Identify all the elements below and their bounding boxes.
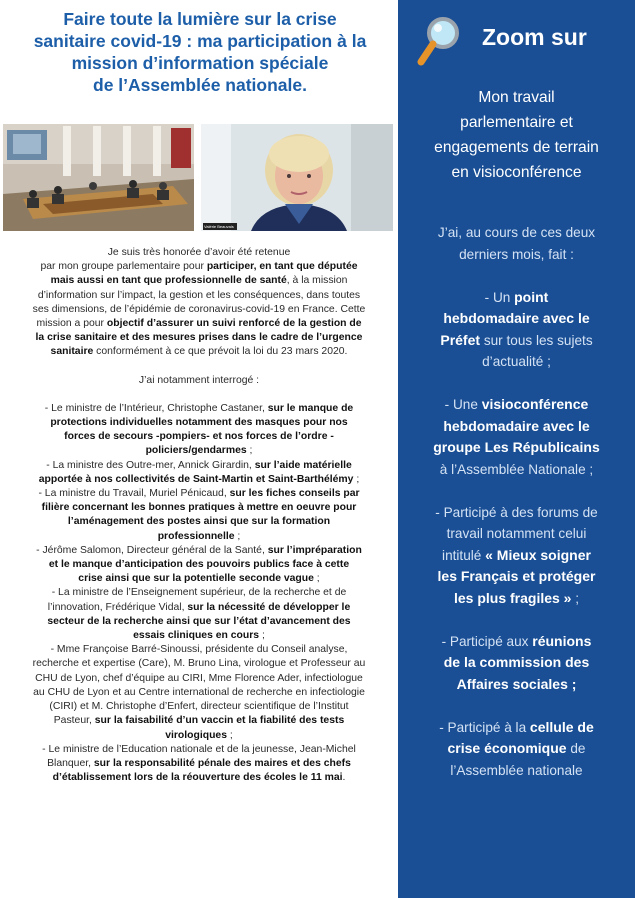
sidebar-title: Zoom sur xyxy=(482,24,587,50)
list-item: l’innovation, Frédérique Vidal, sur la nécessité de développer le xyxy=(47,601,351,613)
sidebar-item: - Un point xyxy=(484,288,549,305)
intro-line: Je suis très honorée d’avoir été retenue xyxy=(107,247,291,258)
sidebar-item: les plus fragiles » ; xyxy=(453,589,580,606)
list-item: - Jérôme Salomon, Directeur général de la Santé, sur l’impréparation xyxy=(36,544,362,556)
list-item: Pasteur, sur la faisabilité d’un vaccin et la fiabilité des tests xyxy=(53,715,345,727)
sidebar-item: travail notamment celui xyxy=(446,526,587,541)
list-item: - La ministre des Outre-mer, Annick Girardin, sur l’aide matérielle xyxy=(46,459,352,471)
list-item: apportée à nos collectivités de Saint-Martin et Saint-Barthélémy ; xyxy=(38,473,360,485)
zoom-sidebar xyxy=(398,0,635,898)
sidebar-item: les Français et protéger xyxy=(437,568,596,584)
sidebar-item: hebdomadaire avec le xyxy=(443,417,590,434)
list-item: protections individuelles notamment des masques pour nos xyxy=(50,417,348,429)
sidebar-item: d’actualité ; xyxy=(482,354,551,369)
subtitle-line: Mon travail xyxy=(478,89,555,106)
title-line: Faire toute la lumière sur la crise xyxy=(63,9,337,29)
list-item: - Le ministre de l’Education nationale et de la jeunesse, Jean-Michel xyxy=(42,743,356,755)
sidebar-item: Préfet sur tous les sujets xyxy=(440,331,593,348)
questioned-heading: J’ai notamment interrogé : xyxy=(138,374,260,386)
list-item: Blanquer, sur la responsabilité pénale des maires et des chefs xyxy=(47,757,351,769)
sidebar-item: hebdomadaire avec le xyxy=(443,310,590,326)
subtitle-line: en visioconférence xyxy=(451,164,582,181)
sidebar-item: - Participé aux réunions xyxy=(441,632,592,649)
sidebar-item: l’Assemblée nationale xyxy=(450,762,583,778)
sidebar-item: groupe Les Républicains xyxy=(433,439,600,455)
list-item: d’établissement lors de la réouverture des écoles le 11 mai. xyxy=(52,772,346,784)
sidebar-item: à l’Assemblée Nationale ; xyxy=(439,461,594,477)
title-line: mission d’information spéciale xyxy=(71,53,329,73)
sidebar-item: - Une visioconférence xyxy=(444,396,589,412)
sidebar-intro-line: J’ai, au cours de ces deux xyxy=(437,225,596,240)
list-item: policiers/gendarmes ; xyxy=(145,445,253,457)
sidebar-item: Affaires sociales ; xyxy=(456,675,577,692)
intro-line: la crise sanitaire et des mesures prises dans le cadre de l’urgence xyxy=(35,332,363,344)
magnifier-icon xyxy=(416,16,462,68)
list-item: - Mme Françoise Barré-Sinoussi, présidente du Conseil analyse, xyxy=(50,644,348,656)
video-caption: Valérie Beauvais xyxy=(204,224,234,229)
title-line: de l’Assemblée nationale. xyxy=(93,75,307,95)
list-item: - La ministre de l’Enseignement supérieur, de la recherche et de xyxy=(51,587,347,599)
hearing-photo-illustration xyxy=(3,124,194,231)
videoconference-photo-illustration xyxy=(201,124,393,231)
sidebar-item: - Participé à des forums de xyxy=(435,504,598,520)
sidebar-item: crise économique de xyxy=(447,740,586,756)
list-item: - La ministre du Travail, Muriel Pénicaud, sur les fiches conseils par xyxy=(38,488,360,500)
subtitle-line: parlementaire et xyxy=(460,114,573,131)
list-item: au CHU de Lyon et au Centre international de recherche en infectiologie xyxy=(33,686,365,698)
list-item: essais cliniques en cours ; xyxy=(133,630,265,642)
list-item: (CIRI) et M. Christophe d’Enfert, directeur scientifique de l’Institut xyxy=(49,701,349,713)
intro-line: d’information sur l’impact, la gestion et les conséquences, dans toutes xyxy=(37,289,361,301)
sidebar-intro-line: derniers mois, fait : xyxy=(459,246,574,262)
list-item: l’aménagement des postes ainsi que sur la formation xyxy=(67,516,331,528)
subtitle-line: engagements de terrain xyxy=(434,139,599,156)
article-body xyxy=(3,246,395,785)
intro-line: mais aussi en tant que professionnelle de santé, à la mission xyxy=(50,275,348,287)
list-item: forces de secours -pompiers- et nos forces de l’ordre - xyxy=(64,431,334,443)
sidebar-item: de la commission des xyxy=(443,654,590,670)
list-item: CHU de Lyon, chef d’équipe au CIRI, Mme Florence Ader, infectiologue xyxy=(35,672,363,684)
sidebar-item: - Participé à la cellule de xyxy=(439,718,594,735)
title-line: sanitaire covid-19 : ma participation à la xyxy=(33,31,367,51)
list-item: filière concernant les bonnes pratiques à mettre en oeuvre pour xyxy=(41,502,357,514)
list-item: et le manque d’anticipation des pouvoirs publics face à cette xyxy=(48,559,350,571)
sidebar-content xyxy=(406,222,627,781)
list-item: secteur de la recherche ainsi que sur l’état d’avancement des xyxy=(47,615,351,627)
videoconference-photo xyxy=(201,124,393,231)
intro-line: sanitaire conformément à ce que prévoit la loi du 23 mars 2020. xyxy=(50,346,348,358)
list-item: virologiques ; xyxy=(165,729,233,741)
intro-line: mission a pour objectif d’assurer un suivi renforcé de la gestion de xyxy=(36,318,362,330)
list-item: recherche et expertise (Care), M. Bruno Lina, virologue et Professeur au xyxy=(32,658,366,670)
intro-line: par mon groupe parlementaire pour participer, en tant que députée xyxy=(40,261,358,273)
sidebar-item: intitulé « Mieux soigner xyxy=(442,546,591,563)
page-title xyxy=(8,8,392,96)
list-item: - Le ministre de l’Intérieur, Christophe Castaner, sur le manque de xyxy=(44,402,354,414)
hearing-photo xyxy=(3,124,194,231)
list-item: professionnelle ; xyxy=(157,530,241,542)
intro-line: ses dimensions, de l’épidémie de coronavirus-covid-19 en France. Cette xyxy=(32,303,366,315)
sidebar-subtitle xyxy=(406,85,627,185)
list-item: crise ainsi que sur la potentielle seconde vague ; xyxy=(78,573,320,585)
